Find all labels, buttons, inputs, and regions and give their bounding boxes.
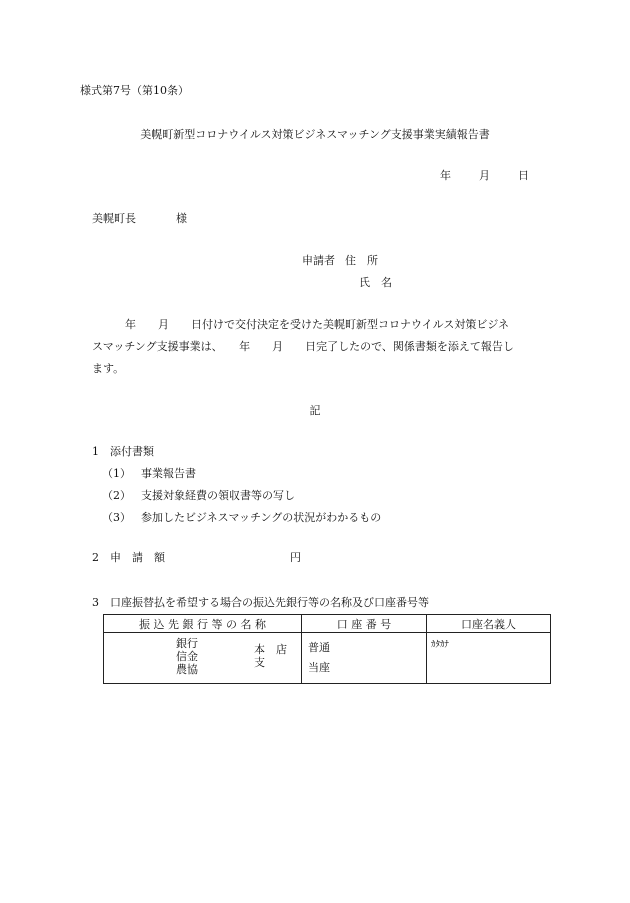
body-line: 年 月 日付けで交付決定を受けた美幌町新型コロナウイルス対策ビジネ [92,318,510,331]
form-number: 様式第7号（第10条） [80,84,189,97]
attachment-item [102,487,295,503]
date-line [440,167,529,183]
table-row [104,633,551,684]
document-title: 美幌町新型コロナウイルス対策ビジネスマッチング支援事業実績報告書 [140,128,490,141]
attachment-num: （1） [102,467,131,480]
katakana-note: ｶﾀｶﾅ [431,640,450,650]
account-holder-cell[interactable] [427,633,551,684]
report-body [92,314,562,380]
bank-account-table [103,614,551,684]
branch-types [254,643,287,669]
applicant-label: 申請者 [302,254,335,267]
body-line: スマッチング支援事業は、 年 月 日完了したので、関係書類を添えて報告し [92,340,514,353]
name-label: 氏 名 [359,276,392,289]
date-year: 年 [440,169,451,182]
bank-type: 銀行 [176,637,198,650]
attachment-item [102,465,196,481]
date-day: 日 [518,169,529,182]
attachment-item [102,509,381,525]
addressee-name: 美幌町長 [92,212,136,225]
header-bank-name: 振 込 先 銀 行 等 の 名 称 [104,615,302,633]
account-type: 当座 [308,661,330,674]
section2-heading: 2 申 請 額 [92,551,165,564]
bank-types [176,637,198,676]
body-line: ます。 [92,362,125,375]
header-account-holder: 口座名義人 [427,615,551,633]
address-label: 住 所 [345,254,378,267]
branch-type: 本 店 [254,643,287,656]
branch-type: 支 [254,656,265,669]
addressee-honorific: 様 [176,212,187,225]
addressee [92,210,187,226]
attachment-text: 支援対象経費の領収書等の写し [141,489,295,502]
attachment-text: 事業報告書 [141,467,196,480]
attachment-num: （2） [102,489,131,502]
ki-heading: 記 [309,404,321,417]
table-header-row [104,615,551,633]
yen-unit: 円 [290,551,301,564]
section3-heading: 3 口座振替払を希望する場合の振込先銀行等の名称及び口座番号等 [92,596,429,609]
section1-heading: 1 添付書類 [92,445,154,458]
header-account-number: 口 座 番 号 [302,615,427,633]
applicant-address [302,252,390,268]
bank-type: 信金 [176,650,198,663]
attachment-num: （3） [102,511,131,524]
attachment-text: 参加したビジネスマッチングの状況がわかるもの [141,511,382,524]
applicant-name [347,274,392,290]
bank-name-cell[interactable] [104,633,302,684]
date-month: 月 [479,169,490,182]
account-number-cell[interactable] [302,633,427,684]
account-type: 普通 [308,641,330,654]
bank-type: 農協 [176,663,198,676]
section2-amount [92,549,301,565]
